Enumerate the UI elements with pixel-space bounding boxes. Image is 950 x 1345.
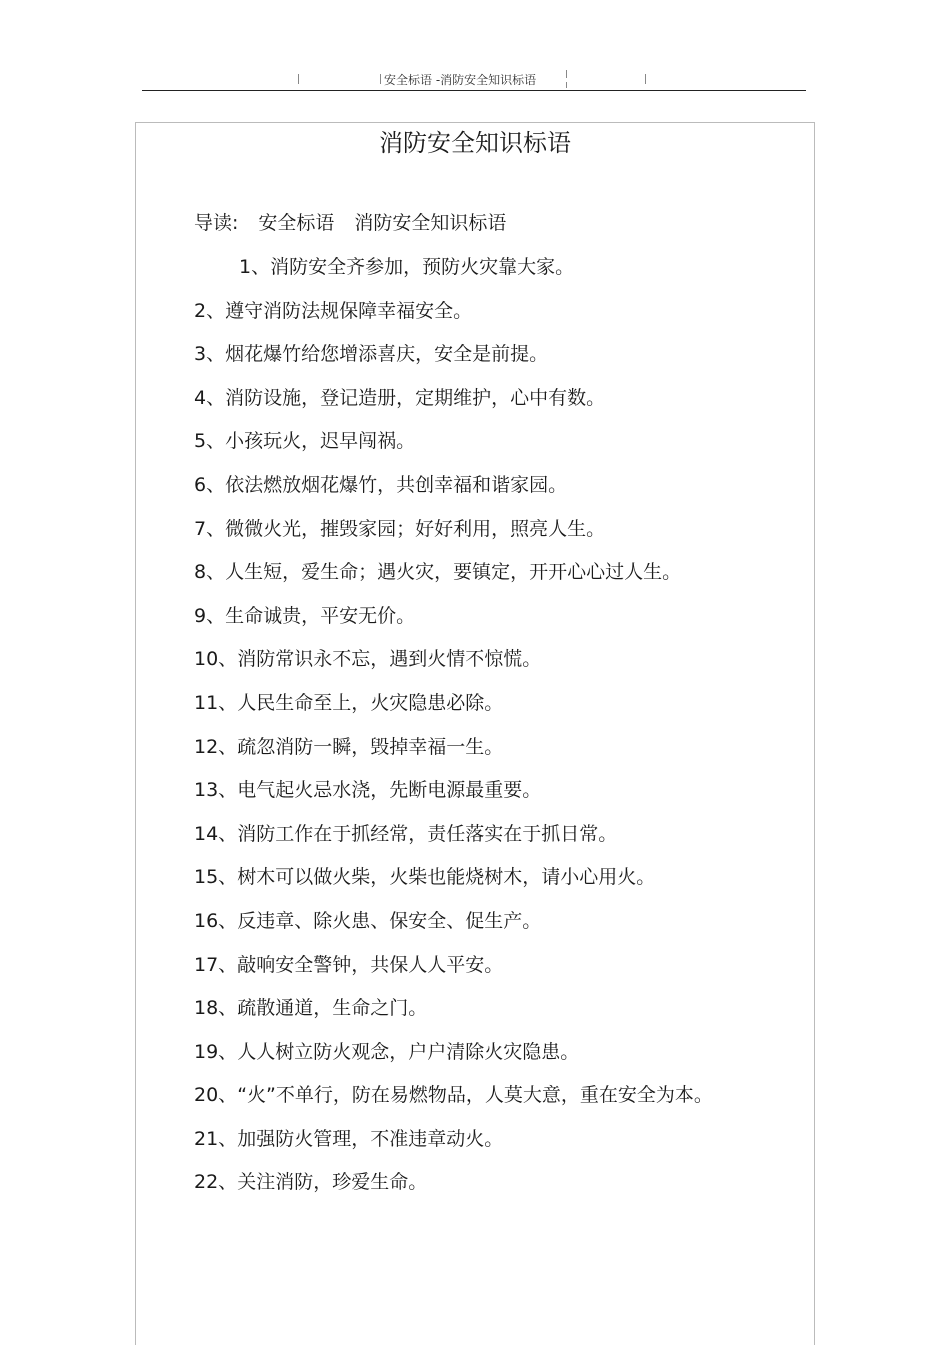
- header-tick-mark: [566, 82, 567, 88]
- intro-subject: 消防安全知识标语: [354, 212, 507, 234]
- slogan-item: [194, 1167, 713, 1211]
- slogan-item: [194, 732, 713, 776]
- slogan-number: 3、: [194, 343, 226, 366]
- slogan-number: 9、: [194, 604, 226, 627]
- slogan-text: 小孩玩火，迟早闯祸。: [225, 430, 416, 453]
- slogan-text: 人民生命至上，火灾隐患必除。: [237, 691, 504, 714]
- slogan-text: 人生短，爱生命；遇火灾，要镇定，开开心心过人生。: [225, 561, 682, 584]
- intro-line: [194, 208, 526, 238]
- header-tick-mark: [298, 74, 299, 84]
- slogan-item: [194, 688, 713, 732]
- slogan-number: 20、: [194, 1084, 238, 1107]
- slogan-item: [194, 775, 713, 819]
- slogan-text: 疏散通道，生命之门。: [237, 997, 428, 1020]
- slogan-item: [194, 862, 713, 906]
- slogan-number: 16、: [194, 909, 238, 932]
- slogan-text: 加强防火管理，不准违章动火。: [237, 1127, 504, 1150]
- slogan-text: 消防设施，登记造册，定期维护，心中有数。: [225, 386, 606, 409]
- slogan-text: 树木可以做火柴，火柴也能烧树木，请小心用火。: [237, 866, 656, 889]
- slogan-text: 电气起火忌水浇，先断电源最重要。: [237, 779, 542, 802]
- slogan-text: “火”不单行，防在易燃物品，人莫大意，重在安全为本。: [237, 1084, 713, 1107]
- slogan-text: 人人树立防火观念，户户清除火灾隐患。: [237, 1040, 580, 1063]
- slogan-item: [194, 470, 713, 514]
- slogan-number: 15、: [194, 866, 238, 889]
- slogan-number: 8、: [194, 561, 226, 584]
- slogan-number: 5、: [194, 430, 226, 453]
- slogan-item: [194, 426, 713, 470]
- slogan-number: 6、: [194, 473, 226, 496]
- slogan-number: 22、: [194, 1171, 238, 1194]
- slogan-text: 敲响安全警钟，共保人人平安。: [237, 953, 504, 976]
- slogan-item: [194, 383, 713, 427]
- slogan-text: 关注消防，珍爱生命。: [237, 1171, 428, 1194]
- slogan-number: 7、: [194, 517, 226, 540]
- intro-label: 导读:: [194, 212, 239, 234]
- slogan-text: 消防工作在于抓经常，责任落实在于抓日常。: [237, 822, 618, 845]
- running-header: [0, 68, 950, 90]
- slogan-number: 4、: [194, 386, 226, 409]
- slogan-list: [194, 252, 713, 1211]
- slogan-number: 21、: [194, 1127, 238, 1150]
- slogan-item: [194, 252, 713, 296]
- slogan-text: 反违章、除火患、保安全、促生产。: [237, 909, 542, 932]
- header-tick-mark: [380, 74, 381, 84]
- slogan-number: 13、: [194, 779, 238, 802]
- slogan-number: 1、: [239, 256, 271, 278]
- slogan-item: [194, 1124, 713, 1168]
- slogan-item: [194, 601, 713, 645]
- header-tick-mark: [566, 70, 567, 78]
- slogan-item: [194, 514, 713, 558]
- slogan-number: 17、: [194, 953, 238, 976]
- slogan-item: [194, 339, 713, 383]
- slogan-text: 烟花爆竹给您增添喜庆，安全是前提。: [225, 343, 549, 366]
- slogan-text: 疏忽消防一瞬，毁掉幸福一生。: [237, 735, 504, 758]
- slogan-item: [194, 1037, 713, 1081]
- slogan-number: 10、: [194, 648, 238, 671]
- header-tick-mark: [645, 74, 646, 84]
- slogan-number: 11、: [194, 691, 238, 714]
- slogan-text: 生命诚贵，平安无价。: [225, 604, 416, 627]
- intro-category: 安全标语: [258, 212, 335, 234]
- slogan-item: [194, 906, 713, 950]
- slogan-text: 遵守消防法规保障幸福安全。: [225, 299, 473, 322]
- slogan-item: [194, 644, 713, 688]
- slogan-text: 微微火光，摧毁家园；好好利用，照亮人生。: [225, 517, 606, 540]
- slogan-number: 2、: [194, 299, 226, 322]
- slogan-text: 消防常识永不忘，遇到火情不惊慌。: [237, 648, 542, 671]
- slogan-item: [194, 819, 713, 863]
- slogan-item: [194, 950, 713, 994]
- document-title: 消防安全知识标语: [379, 129, 571, 157]
- slogan-number: 18、: [194, 997, 238, 1020]
- slogan-item: [194, 993, 713, 1037]
- slogan-text: 消防安全齐参加，预防火灾靠大家。: [270, 256, 575, 278]
- slogan-item: [194, 1080, 713, 1124]
- slogan-number: 19、: [194, 1040, 238, 1063]
- slogan-number: 14、: [194, 822, 238, 845]
- header-rule: [142, 90, 806, 91]
- slogan-text: 依法燃放烟花爆竹，共创幸福和谐家园。: [225, 473, 568, 496]
- slogan-item: [194, 557, 713, 601]
- running-title: 安全标语 -消防安全知识标语: [384, 73, 537, 87]
- slogan-item: [194, 296, 713, 340]
- slogan-number: 12、: [194, 735, 238, 758]
